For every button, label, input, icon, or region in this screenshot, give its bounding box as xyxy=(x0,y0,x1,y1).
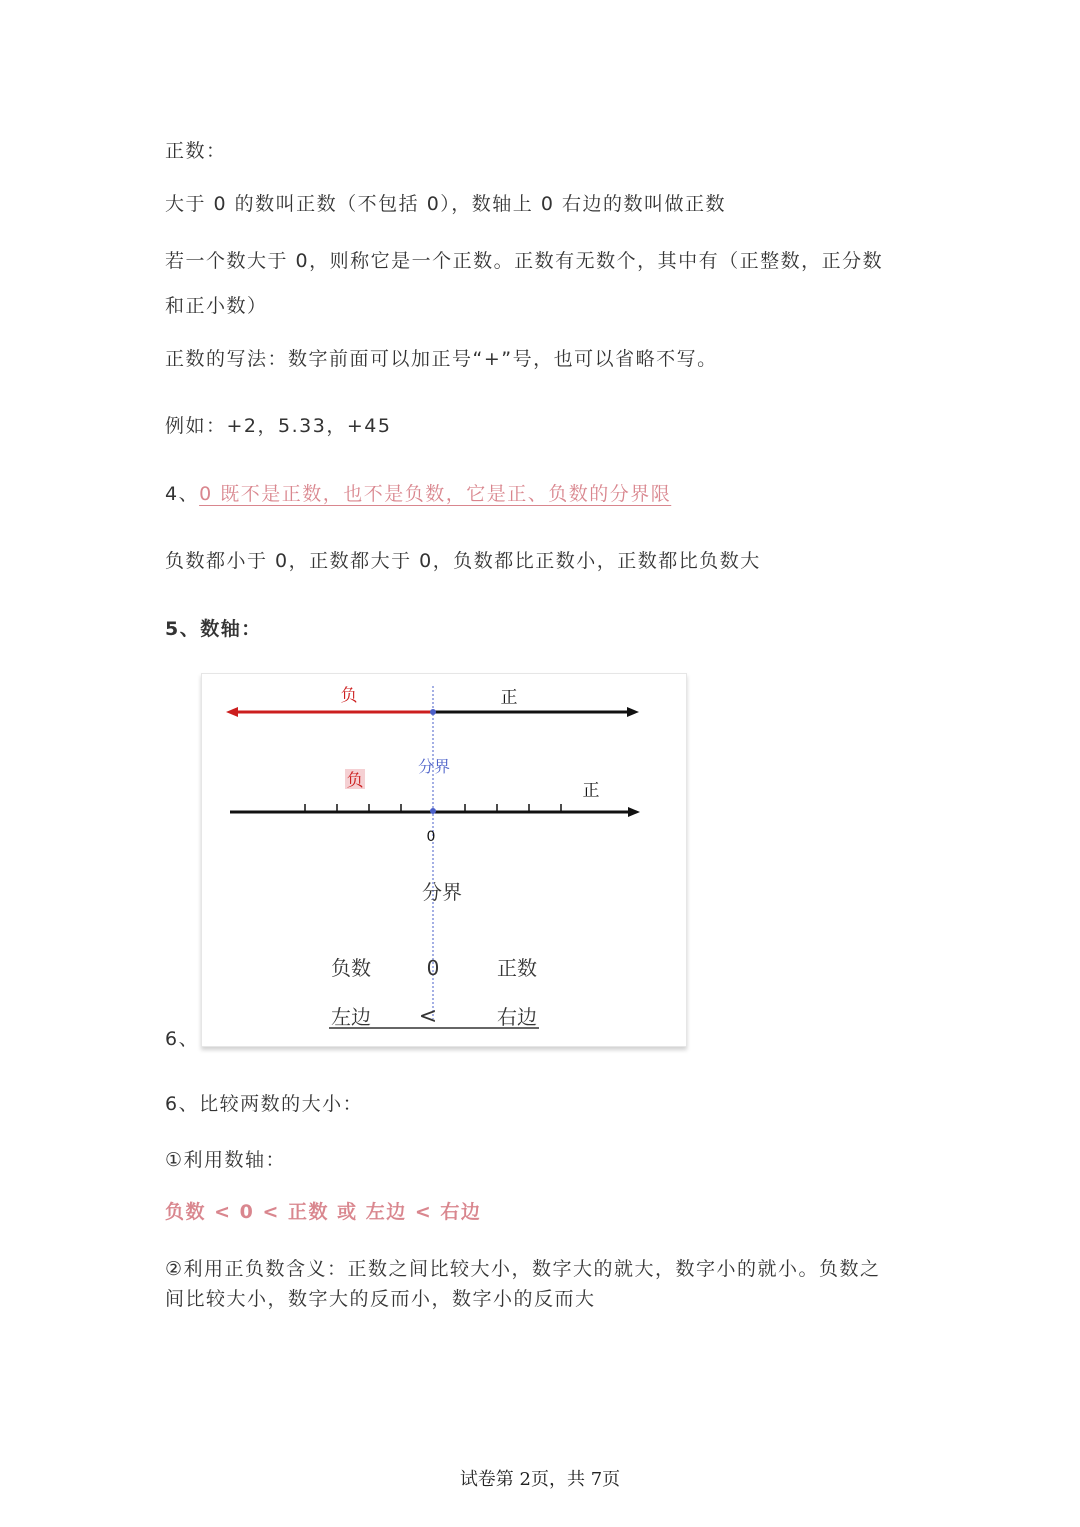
boundary-label: 分界 xyxy=(422,880,462,904)
heading-number-line: 5、数轴： xyxy=(165,618,262,640)
method-meaning-line1: ②利用正负数含义：正数之间比较大小，数字大的就大，数字小的就小。负数之 xyxy=(165,1258,881,1280)
right-side-label: 右边 xyxy=(497,1005,537,1029)
boundary-label-blue: 分界 xyxy=(417,757,451,776)
top-positive-label: 正 xyxy=(500,688,518,708)
comparison-rule: 负数都小于 0，正数都大于 0，负数都比正数小，正数都比负数大 xyxy=(165,550,761,572)
number-line-arrowhead xyxy=(628,807,640,817)
number-line-diagram xyxy=(201,673,687,1047)
zero-statement-number: 4、 xyxy=(165,483,200,505)
number-line-svg xyxy=(202,674,686,1046)
axis-origin-dot xyxy=(430,808,436,814)
comparison-formula: 负数 < 0 < 正数 或 左边 < 右边 xyxy=(165,1201,482,1223)
negative-numbers-label: 负数 xyxy=(331,956,371,980)
axis-zero-label: 0 xyxy=(426,829,436,845)
positive-examples: 例如：+2，5.33，+45 xyxy=(165,415,392,437)
heading-positive: 正数： xyxy=(165,140,227,162)
zero-statement-text: 0 既不是正数，也不是负数，它是正、负数的分界限 xyxy=(199,483,672,505)
positive-notation: 正数的写法：数字前面可以加正号“+”号，也可以省略不写。 xyxy=(165,348,718,370)
zero-center-label: 0 xyxy=(426,956,440,980)
positive-numbers-label: 正数 xyxy=(497,956,537,980)
positive-arrowhead xyxy=(627,707,639,717)
method-number-line: ①利用数轴： xyxy=(165,1149,287,1171)
top-origin-dot xyxy=(430,709,436,715)
axis-negative-label: 负 xyxy=(346,771,364,791)
positive-detail-line2: 和正小数） xyxy=(165,295,268,317)
item-six-number: 6、 xyxy=(165,1028,200,1050)
method-meaning-line2: 间比较大小，数字大的反而小，数字小的反而大 xyxy=(165,1288,596,1310)
positive-definition: 大于 0 的数叫正数（不包括 0），数轴上 0 右边的数叫做正数 xyxy=(165,193,726,215)
positive-detail-line1: 若一个数大于 0，则称它是一个正数。正数有无数个，其中有（正整数，正分数 xyxy=(165,250,884,272)
left-side-label: 左边 xyxy=(331,1005,371,1029)
negative-arrowhead xyxy=(226,707,238,717)
top-negative-label: 负 xyxy=(340,686,358,706)
heading-compare: 6、比较两数的大小： xyxy=(165,1093,364,1115)
zero-statement xyxy=(165,479,671,506)
page-footer: 试卷第 2页，共 7页 xyxy=(459,1469,621,1490)
less-than-sign: < xyxy=(418,1004,438,1029)
axis-positive-label: 正 xyxy=(582,781,600,801)
